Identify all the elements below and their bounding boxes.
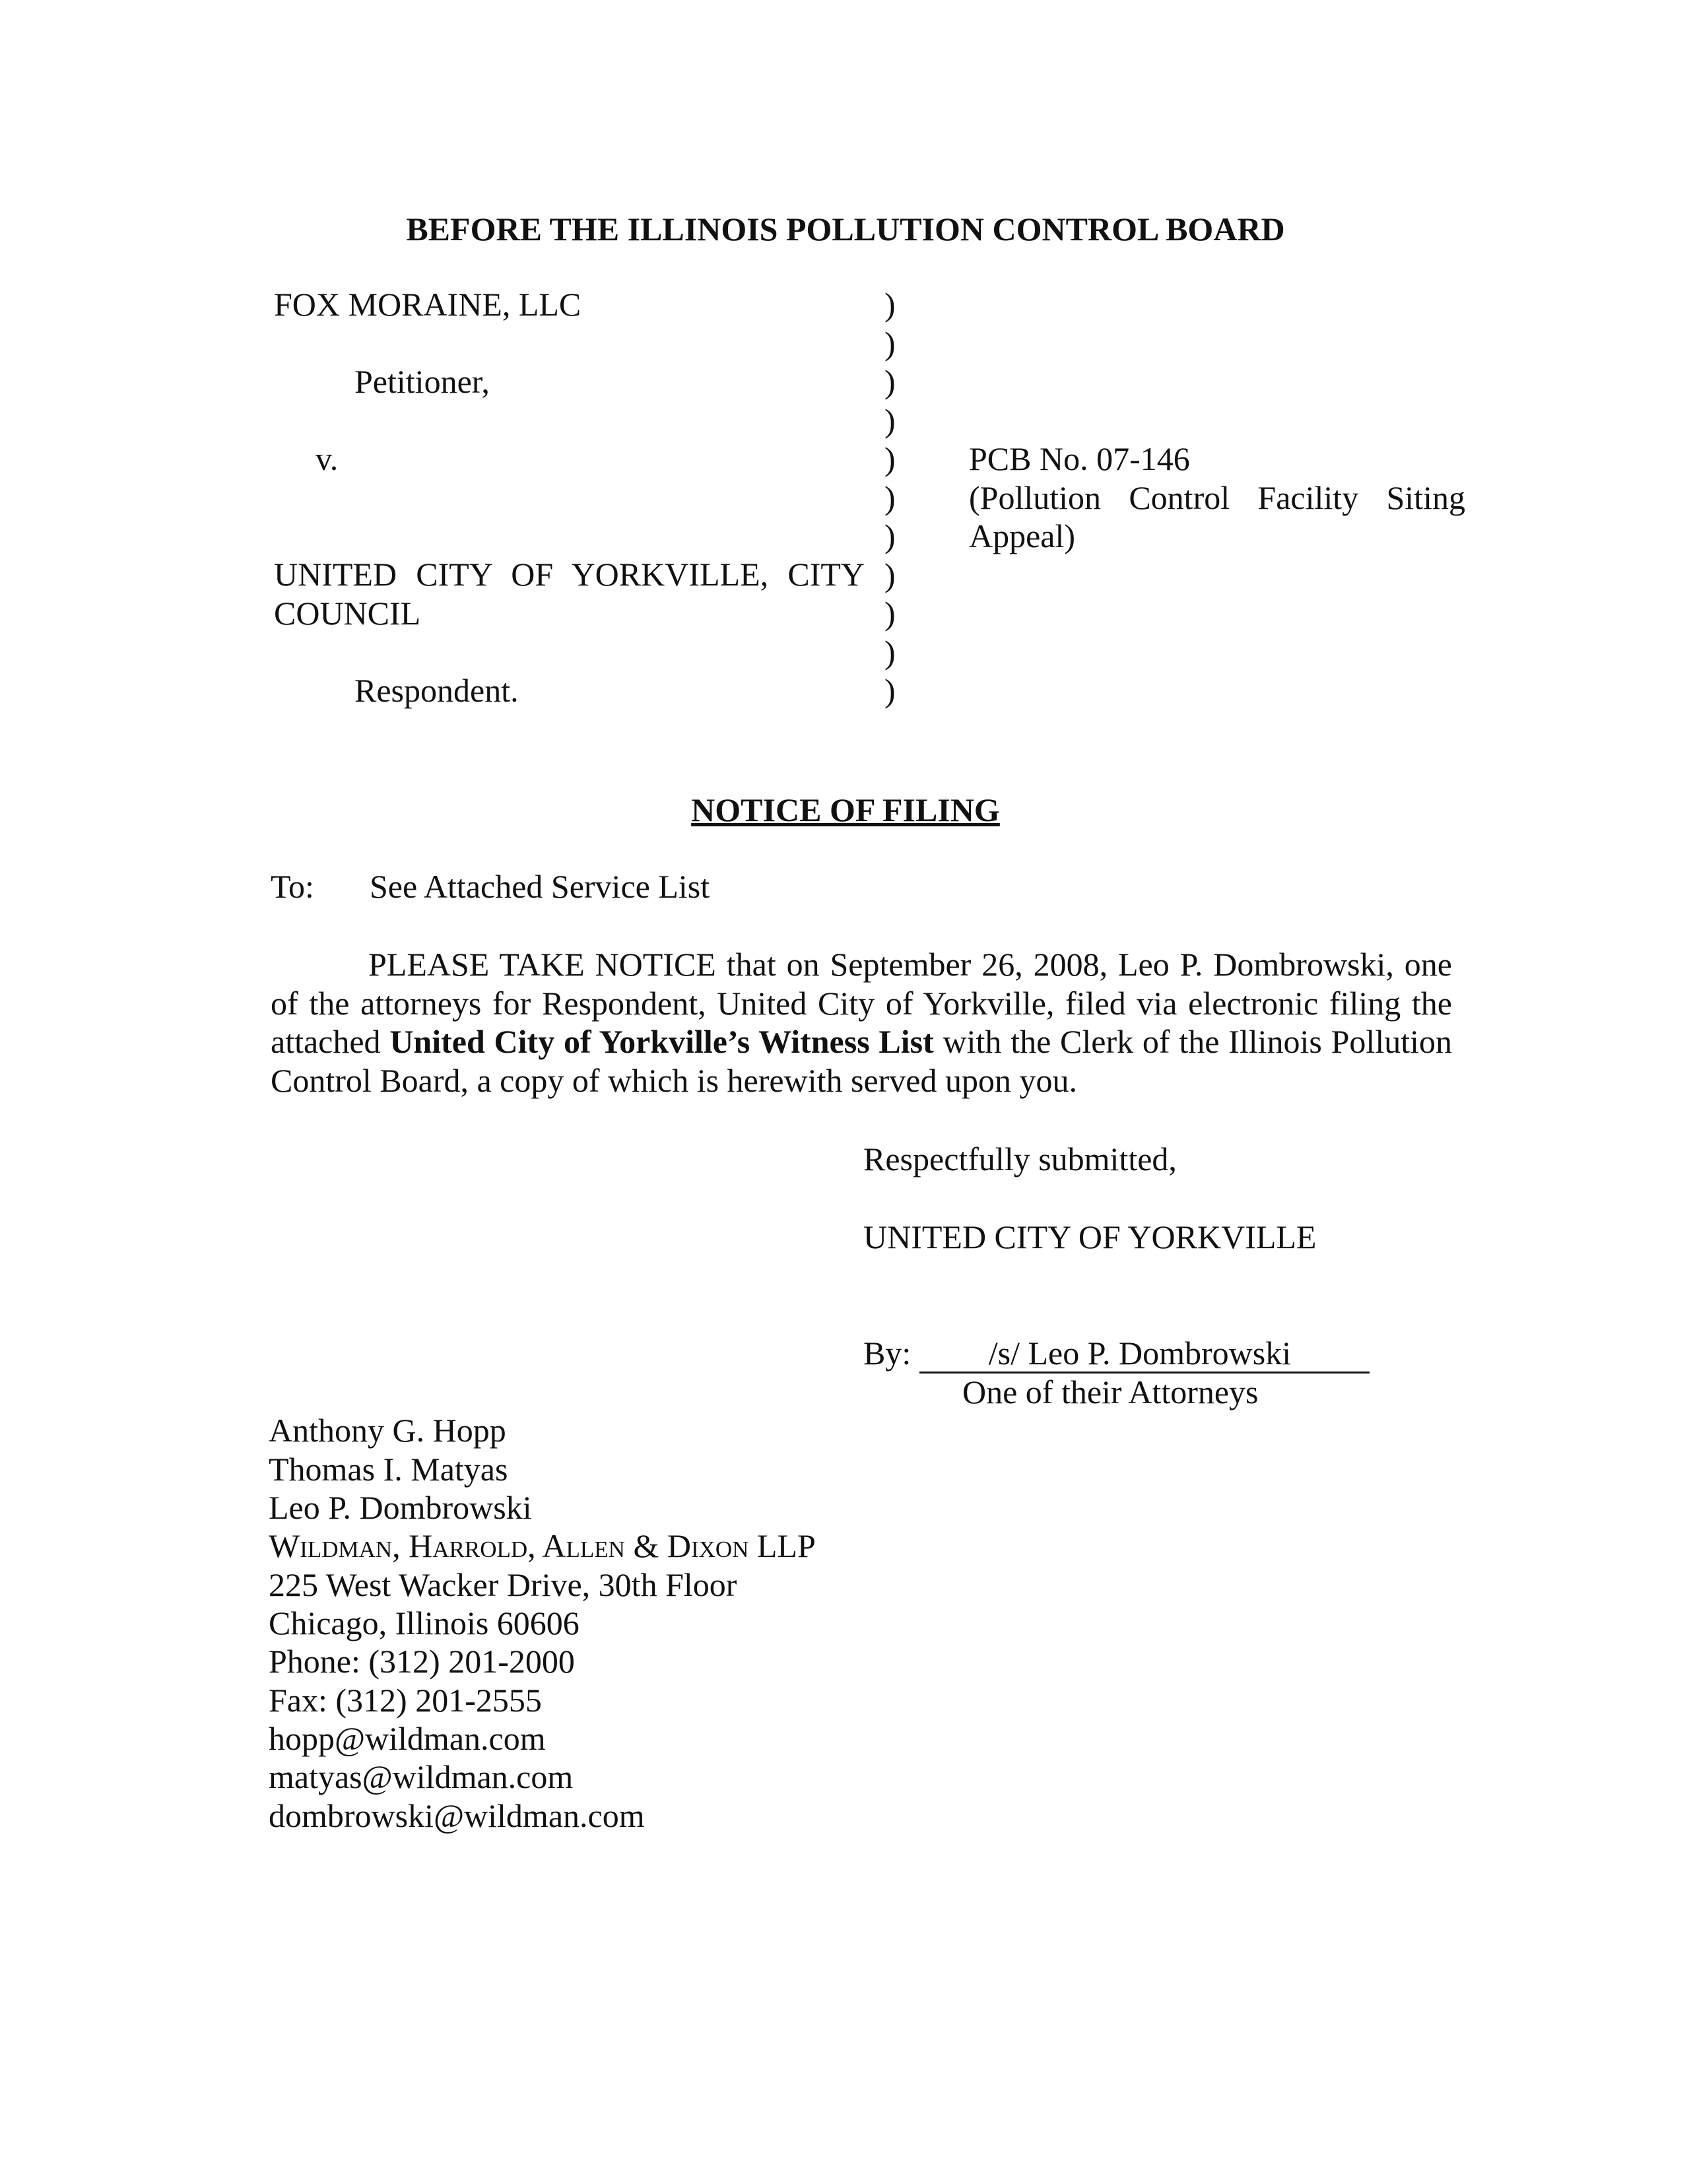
notice-body-text: PLEASE TAKE NOTICE that on September 26, 2008, Leo P. Dombrowski, one of the attorneys for Respondent, United City of Yorkville, filed via electronic filing the attached bbox=[271, 946, 1452, 1060]
notice-title: NOTICE OF FILING bbox=[691, 791, 1000, 828]
address-line-1: 225 West Wacker Drive, 30th Floor bbox=[269, 1566, 737, 1603]
caption-parenthesis: ) bbox=[884, 324, 896, 362]
phone-number: Phone: (312) 201-2000 bbox=[269, 1643, 575, 1680]
case-number: PCB No. 07-146 bbox=[969, 440, 1190, 477]
attorney-name: Thomas I. Matyas bbox=[269, 1451, 508, 1488]
versus-label: v. bbox=[315, 440, 339, 477]
respondent-name-line2: COUNCIL bbox=[274, 595, 421, 632]
caption-parenthesis: ) bbox=[884, 517, 896, 554]
notice-body bbox=[271, 945, 1452, 1100]
attorney-name: Anthony G. Hopp bbox=[269, 1412, 506, 1449]
by-line bbox=[863, 1334, 1370, 1373]
closing: Respectfully submitted, bbox=[863, 1141, 1177, 1177]
attorney-name: Leo P. Dombrowski bbox=[269, 1489, 532, 1526]
by-label: By: bbox=[863, 1335, 912, 1372]
respondent-name-line1: UNITED CITY OF YORKVILLE, CITY bbox=[274, 556, 865, 593]
signature-line bbox=[919, 1335, 1370, 1373]
caption-parenthesis: ) bbox=[884, 363, 896, 400]
caption-parenthesis-column bbox=[884, 285, 911, 710]
respondent-role: Respondent. bbox=[354, 672, 519, 709]
court-heading: BEFORE THE ILLINOIS POLLUTION CONTROL BOARD bbox=[406, 211, 1285, 248]
caption-parenthesis: ) bbox=[884, 595, 896, 632]
caption-parenthesis: ) bbox=[884, 633, 896, 671]
email-address: hopp@wildman.com bbox=[269, 1720, 546, 1757]
caption-parenthesis: ) bbox=[884, 672, 896, 709]
caption-parenthesis: ) bbox=[884, 286, 896, 323]
caption-parenthesis: ) bbox=[884, 479, 896, 516]
to-label: To: bbox=[271, 868, 314, 905]
signing-entity: UNITED CITY OF YORKVILLE bbox=[863, 1218, 1317, 1255]
case-type-line1: (Pollution Control Facility Siting bbox=[969, 479, 1465, 516]
petitioner-role: Petitioner, bbox=[354, 363, 490, 400]
filed-document-title: United City of Yorkville’s Witness List bbox=[389, 1023, 934, 1060]
signer-title: One of their Attorneys bbox=[962, 1373, 1259, 1410]
fax-number: Fax: (312) 201-2555 bbox=[269, 1682, 542, 1719]
address-line-2: Chicago, Illinois 60606 bbox=[269, 1605, 580, 1641]
to-value: See Attached Service List bbox=[370, 868, 710, 905]
caption-parenthesis: ) bbox=[884, 440, 896, 477]
caption-parenthesis: ) bbox=[884, 556, 896, 593]
email-address: dombrowski@wildman.com bbox=[269, 1797, 645, 1834]
petitioner-name: FOX MORAINE, LLC bbox=[274, 286, 581, 323]
caption-parenthesis: ) bbox=[884, 401, 896, 439]
email-address: matyas@wildman.com bbox=[269, 1758, 574, 1795]
signer-name: /s/ Leo P. Dombrowski bbox=[988, 1335, 1292, 1372]
notice-body-text-end: with the Clerk of the Illinois Pollution Control Board, a copy of which is herewith served upon you. bbox=[271, 1023, 1452, 1099]
law-firm-name: Wildman, Harrold, Allen & Dixon LLP bbox=[269, 1527, 816, 1564]
case-type-line2: Appeal) bbox=[969, 517, 1076, 554]
